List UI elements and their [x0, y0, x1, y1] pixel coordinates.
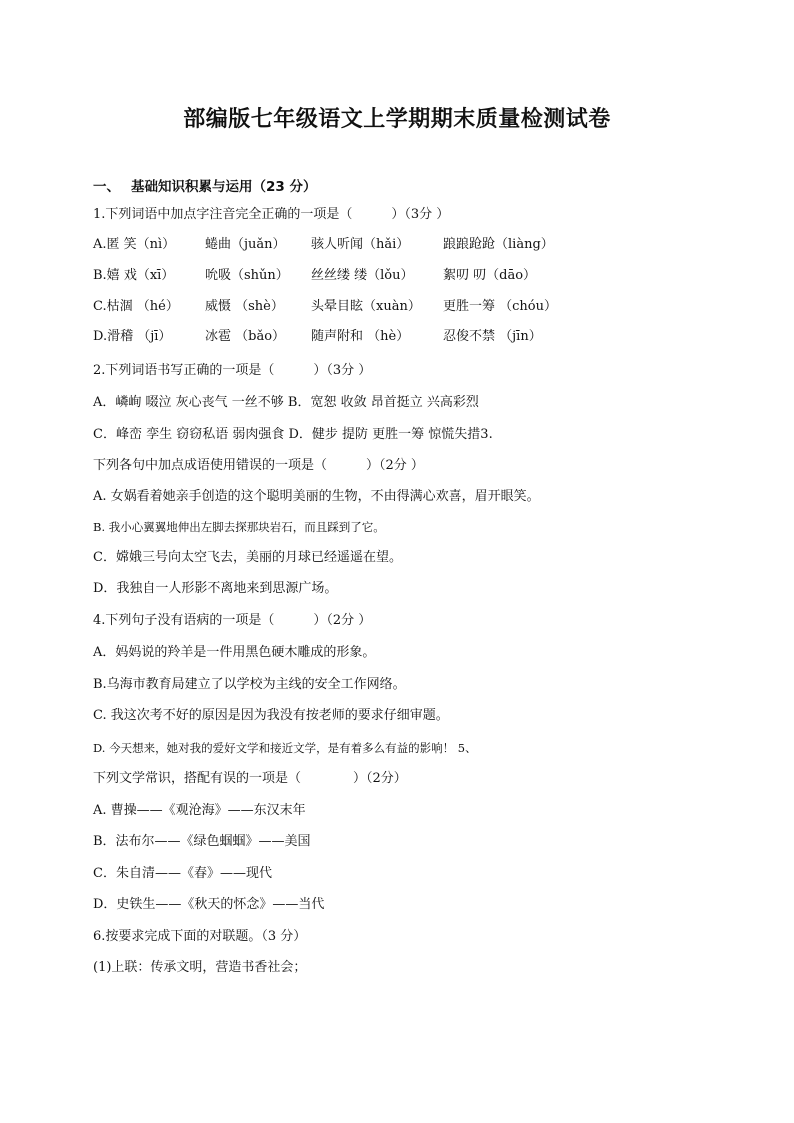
question-3-option-b: B. 我小心翼翼地伸出左脚去探那块岩石，而且踩到了它。: [93, 520, 385, 534]
question-2-options-ab: A．嶙峋 啜泣 灰心丧气 一丝不够 B．宽恕 收敛 昂首挺立 兴高彩烈: [93, 395, 479, 410]
question-6-stem: 6.按要求完成下面的对联题。（3 分）: [93, 929, 307, 944]
question-6-item-1: (1)上联：传承文明，营造书香社会；: [93, 960, 307, 975]
q1-d-word-1: D.滑稽 （jī）: [93, 329, 172, 344]
question-4-option-a: A．妈妈说的羚羊是一件用黑色硬木雕成的形象。: [93, 645, 376, 660]
q1-a-word-3: 骇人听闻（hǎi）: [311, 237, 410, 252]
question-5-option-d: D．史铁生——《秋天的怀念》——当代: [93, 897, 325, 912]
section-number: 一、: [93, 179, 120, 195]
q1-b-word-4: 絮叨 叨（dāo）: [443, 268, 537, 283]
question-2-stem: 2.下列词语书写正确的一项是（ ）（3分 ）: [93, 363, 372, 378]
question-4-option-d: D. 今天想来，她对我的爱好文学和接近文学，是有着多么有益的影响！ 5、: [93, 741, 477, 755]
section-heading: [93, 175, 317, 195]
q1-a-word-1: A.匿 笑（nì）: [93, 237, 176, 252]
question-4-option-b: B.乌海市教育局建立了以学校为主线的安全工作网络。: [93, 677, 406, 692]
q1-b-word-3: 丝丝缕 缕（lǒu）: [311, 268, 414, 283]
q1-a-word-4: 踉踉跄跄（liàng）: [443, 237, 554, 252]
question-4-stem: 4.下列句子没有语病的一项是（ ）（2分 ）: [93, 613, 372, 628]
q1-a-word-2: 蜷曲（juǎn）: [205, 237, 286, 252]
question-3-stem: 下列各句中加点成语使用错误的一项是（ ）（2分 ）: [93, 458, 424, 473]
q1-d-word-2: 冰雹 （bǎo）: [205, 329, 286, 344]
question-3-option-a: A. 女娲看着她亲手创造的这个聪明美丽的生物，不由得满心欢喜，眉开眼笑。: [93, 489, 540, 504]
page-title: 部编版七年级语文上学期期末质量检测试卷: [183, 107, 611, 132]
question-5-option-c: C．朱自清——《春》——现代: [93, 866, 272, 881]
question-5-stem: 下列文学常识，搭配有误的一项是（ ）（2分）: [93, 771, 407, 786]
q1-c-word-1: C.枯涸 （hé）: [93, 299, 179, 314]
question-5-option-b: B．法布尔——《绿色蝈蝈》——美国: [93, 834, 311, 849]
q1-d-word-3: 随声附和 （hè）: [311, 329, 410, 344]
q1-b-word-2: 吮吸（shǔn）: [205, 268, 289, 283]
question-1-stem: 1.下列词语中加点字注音完全正确的一项是（ ）（3分 ）: [93, 207, 450, 222]
q1-c-word-2: 威慑 （shè）: [205, 299, 284, 314]
question-3-option-d: D．我独自一人形影不离地来到思源广场。: [93, 581, 338, 596]
q1-c-word-4: 更胜一筹 （chóu）: [443, 299, 557, 314]
question-3-option-c: C．嫦娥三号向太空飞去，美丽的月球已经遥遥在望。: [93, 550, 402, 565]
q1-c-word-3: 头晕目眩（xuàn）: [311, 299, 421, 314]
question-5-option-a: A. 曹操——《观沧海》——东汉末年: [93, 803, 306, 818]
question-2-options-cd: C．峰峦 孪生 窃窃私语 弱肉强食 D．健步 提防 更胜一筹 惊慌失措3.: [93, 427, 493, 442]
section-label: 基础知识积累与运用（23 分）: [131, 179, 317, 195]
q1-b-word-1: B.嬉 戏（xī）: [93, 268, 175, 283]
q1-d-word-4: 忍俊不禁 （jīn）: [443, 329, 542, 344]
question-4-option-c: C. 我这次考不好的原因是因为我没有按老师的要求仔细审题。: [93, 708, 449, 723]
